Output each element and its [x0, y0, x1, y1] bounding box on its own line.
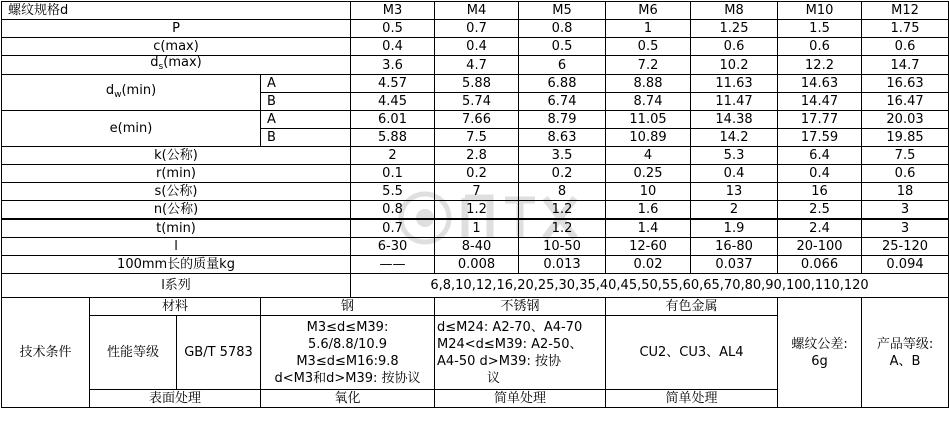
size-header: M12: [862, 2, 949, 20]
cell: 4.45: [351, 93, 435, 111]
row-mass: [2, 256, 949, 274]
cell: 16: [778, 183, 862, 201]
cell: 3: [862, 201, 949, 220]
cell: 19.85: [862, 129, 949, 147]
grade-label: A: [261, 75, 351, 93]
cell: 1.5: [778, 20, 862, 38]
cell: 13: [691, 183, 778, 201]
cell: 5.74: [435, 93, 519, 111]
cell: 8-40: [435, 238, 519, 256]
cell: 1.9: [691, 219, 778, 238]
nonferrous-label: 有色金属: [606, 298, 778, 316]
cell: 5.5: [351, 183, 435, 201]
cell: 6.01: [351, 111, 435, 129]
row-label: $d_s(\max)$: [2, 56, 351, 75]
cell: 0.5: [519, 38, 606, 56]
cell: 12-60: [606, 238, 691, 256]
cell: 14.63: [778, 75, 862, 93]
cell: 20-100: [778, 238, 862, 256]
performance-grade-label: 性能等级: [90, 316, 177, 390]
cell: 0.6: [862, 38, 949, 56]
row-dw-a: [2, 75, 949, 93]
l-series-values: 6,8,10,12,16,20,25,30,35,40,45,50,55,60,65,70,80,90,100,110,120: [351, 274, 949, 298]
row-c: [2, 38, 949, 56]
cell: 0.02: [606, 256, 691, 274]
cell: 8: [519, 183, 606, 201]
row-n: [2, 201, 949, 220]
row-e-a: [2, 111, 949, 129]
cell: 0.5: [351, 20, 435, 38]
cell: 3.6: [351, 56, 435, 75]
cell: 0.7: [351, 219, 435, 238]
cell: 1.6: [606, 201, 691, 220]
cell: ——: [351, 256, 435, 274]
nonferrous-grades: CU2、CU3、AL4: [606, 316, 778, 390]
cell: 1.2: [519, 201, 606, 220]
cell: 14.2: [691, 129, 778, 147]
cell: 16-80: [691, 238, 778, 256]
row-p: [2, 20, 949, 38]
cell: 4.57: [351, 75, 435, 93]
cell: 0.2: [435, 165, 519, 183]
cell: 5.3: [691, 147, 778, 165]
cell: 4.7: [435, 56, 519, 75]
cell: 8.74: [606, 93, 691, 111]
size-header: M4: [435, 2, 519, 20]
cell: 6-30: [351, 238, 435, 256]
cell: 2.4: [778, 219, 862, 238]
cell: 0.4: [778, 165, 862, 183]
cell: 0.094: [862, 256, 949, 274]
cell: 0.5: [606, 38, 691, 56]
cell: 11.05: [606, 111, 691, 129]
cell: 5.88: [435, 75, 519, 93]
stainless-label: 不锈钢: [435, 298, 606, 316]
cell: 7.5: [435, 129, 519, 147]
size-header: M3: [351, 2, 435, 20]
cell: 0.008: [435, 256, 519, 274]
cell: 25-120: [862, 238, 949, 256]
cell: 1.75: [862, 20, 949, 38]
cell: 6.74: [519, 93, 606, 111]
tech-row-1: [2, 298, 949, 316]
cell: 12.2: [778, 56, 862, 75]
cell: 10.2: [691, 56, 778, 75]
row-t: [2, 219, 949, 238]
row-label: n(公称): [2, 201, 351, 220]
row-label: l: [2, 238, 351, 256]
cell: 0.6: [778, 38, 862, 56]
cell: 20.03: [862, 111, 949, 129]
cell: 2: [351, 147, 435, 165]
cell: 14.47: [778, 93, 862, 111]
material-label: 材料: [90, 298, 261, 316]
cell: 0.8: [351, 201, 435, 220]
cell: 7.66: [435, 111, 519, 129]
header-label: 螺纹规格d: [2, 2, 351, 20]
cell: 6.88: [519, 75, 606, 93]
cell: 16.47: [862, 93, 949, 111]
cell: 0.2: [519, 165, 606, 183]
cell: 2: [691, 201, 778, 220]
header-row: [2, 2, 949, 20]
cell: 0.4: [435, 38, 519, 56]
surface-treatment-label: 表面处理: [90, 390, 261, 408]
cell: 17.77: [778, 111, 862, 129]
cell: 7: [435, 183, 519, 201]
cell: 5.88: [351, 129, 435, 147]
row-label: $d_w(\min)$: [2, 75, 261, 111]
nonferrous-surface: 简单处理: [606, 390, 778, 408]
cell: 6.4: [778, 147, 862, 165]
cell: 0.4: [691, 165, 778, 183]
row-label: c(max): [2, 38, 351, 56]
cell: 1.2: [435, 201, 519, 220]
cell: 0.037: [691, 256, 778, 274]
thread-tolerance: 螺纹公差: 6g: [778, 298, 862, 408]
size-header: M6: [606, 2, 691, 20]
cell: 17.59: [778, 129, 862, 147]
row-label: r(min): [2, 165, 351, 183]
row-s: [2, 183, 949, 201]
row-label: 100mm长的质量kg: [2, 256, 351, 274]
cell: 7.5: [862, 147, 949, 165]
steel-grades: M3≤d≤M39: 5.6/8.8/10.9 M3≤d≤M16:9.8 d<M3和d>M39: 按协议: [261, 316, 435, 390]
cell: 1: [606, 20, 691, 38]
row-label: e(min): [2, 111, 261, 147]
cell: 0.6: [691, 38, 778, 56]
cell: 0.6: [862, 165, 949, 183]
row-label: t(min): [2, 219, 351, 238]
cell: 10-50: [519, 238, 606, 256]
standard-number: GB/T 5783: [177, 316, 261, 390]
cell: 6: [519, 56, 606, 75]
stainless-surface: 简单处理: [435, 390, 606, 408]
cell: 4: [606, 147, 691, 165]
cell: 11.63: [691, 75, 778, 93]
grade-label: B: [261, 93, 351, 111]
row-r: [2, 165, 949, 183]
cell: 14.7: [862, 56, 949, 75]
cell: 3.5: [519, 147, 606, 165]
row-l-series: [2, 274, 949, 298]
cell: 11.47: [691, 93, 778, 111]
cell: 1.25: [691, 20, 778, 38]
cell: 8.79: [519, 111, 606, 129]
cell: 1.4: [606, 219, 691, 238]
steel-label: 钢: [261, 298, 435, 316]
cell: 10.89: [606, 129, 691, 147]
cell: 2.5: [778, 201, 862, 220]
size-header: M10: [778, 2, 862, 20]
size-header: M5: [519, 2, 606, 20]
cell: 1: [435, 219, 519, 238]
cell: 0.1: [351, 165, 435, 183]
cell: 0.8: [519, 20, 606, 38]
grade-label: A: [261, 111, 351, 129]
cell: 0.7: [435, 20, 519, 38]
cell: 10: [606, 183, 691, 201]
row-k: [2, 147, 949, 165]
cell: 18: [862, 183, 949, 201]
row-ds: [2, 56, 949, 75]
row-label: s(公称): [2, 183, 351, 201]
stainless-grades: d≤M24: A2-70、A4-70 M24<d≤M39: A2-50、 A4-50 d>M39: 按协 议: [435, 316, 606, 390]
cell: 8.88: [606, 75, 691, 93]
cell: 2.8: [435, 147, 519, 165]
cell: 3: [862, 219, 949, 238]
cell: 0.066: [778, 256, 862, 274]
row-label: P: [2, 20, 351, 38]
size-header: M8: [691, 2, 778, 20]
tech-title: 技术条件: [2, 298, 90, 408]
row-l: [2, 238, 949, 256]
grade-label: B: [261, 129, 351, 147]
cell: 0.013: [519, 256, 606, 274]
cell: 0.4: [351, 38, 435, 56]
row-label: l系列: [2, 274, 351, 298]
cell: 0.25: [606, 165, 691, 183]
product-grade: 产品等级: A、B: [862, 298, 949, 408]
row-label: k(公称): [2, 147, 351, 165]
cell: 7.2: [606, 56, 691, 75]
cell: 8.63: [519, 129, 606, 147]
spec-table: [1, 1, 949, 408]
cell: 14.38: [691, 111, 778, 129]
steel-surface: 氧化: [261, 390, 435, 408]
cell: 16.63: [862, 75, 949, 93]
cell: 1.2: [519, 219, 606, 238]
